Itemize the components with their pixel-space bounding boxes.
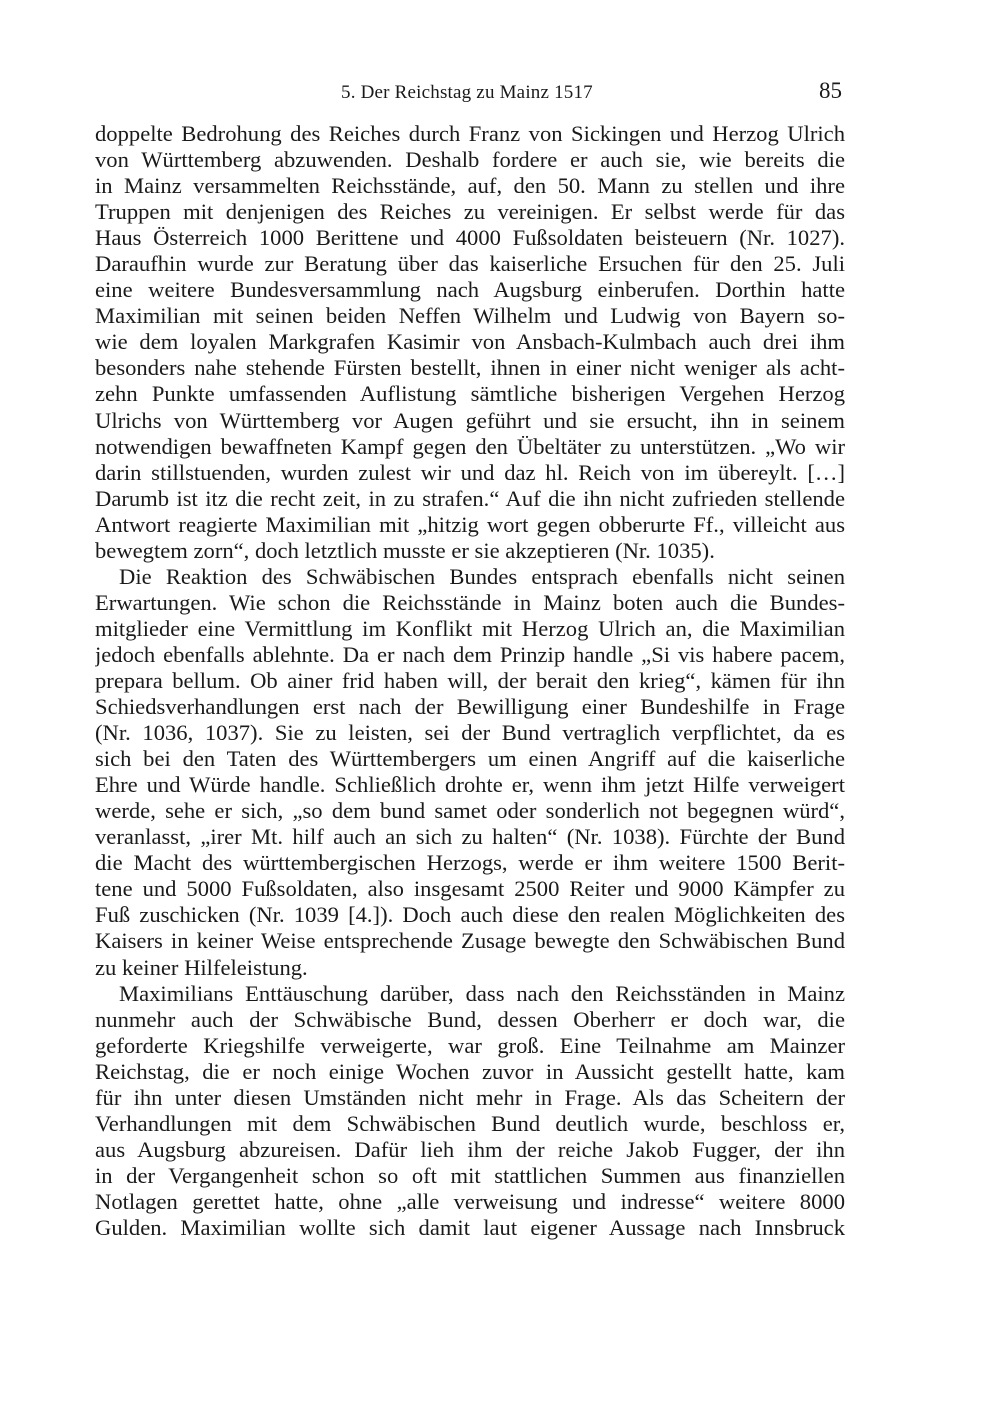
text-line: die Macht des württembergischen Herzogs, werde er ihm weitere 1500 Berit-: [95, 850, 845, 876]
text-line: bewegtem zorn“, doch letztlich musste er sie akzeptieren (Nr. 1035).: [95, 537, 715, 563]
text-line: Fuß zuschicken (Nr. 1039 [4.]). Doch auch diese den realen Möglichkeiten des: [95, 902, 845, 928]
text-line: tene und 5000 Fußsoldaten, also insgesamt 2500 Reiter und 9000 Kämpfer zu: [95, 876, 845, 902]
text-line: Ehre und Würde handle. Schließlich drohte er, wenn ihm jetzt Hilfe verweigert: [95, 772, 845, 798]
text-line: veranlasst, „irer Mt. hilf auch an sich zu halten“ (Nr. 1038). Fürchte der Bund: [95, 824, 845, 850]
text-line: Reichstag, die er noch einige Wochen zuvor in Aussicht gestellt hatte, kam: [95, 1058, 845, 1084]
text-line: Darumb ist itz die recht zeit, in zu strafen.“ Auf die ihn nicht zufrieden stellende: [95, 485, 845, 511]
text-line: Truppen mit denjenigen des Reiches zu vereinigen. Er selbst werde für das: [95, 199, 845, 225]
text-line: darin stillstuenden, wurden zulest wir und daz hl. Reich von im übereylt. […]: [95, 459, 845, 485]
chapter-title: 5. Der Reichstag zu Mainz 1517: [341, 82, 593, 103]
page-number: 85: [819, 78, 842, 103]
text-line: zehn Punkte umfassenden Auflistung sämtliche bisherigen Vergehen Herzog: [95, 381, 845, 407]
text-line: eine weitere Bundesversammlung nach Augsburg einberufen. Dorthin hatte: [95, 277, 845, 303]
text-line: prepara bellum. Ob ainer frid haben will, der berait den krieg“, kämen für ihn: [95, 667, 845, 693]
text-line: notwendigen bewaffneten Kampf gegen den Übeltäter zu unterstützen. „Wo wir: [95, 433, 845, 459]
paragraph-start-line: Die Reaktion des Schwäbischen Bundes entsprach ebenfalls nicht seinen: [119, 563, 845, 589]
text-line: Haus Österreich 1000 Berittene und 4000 Fußsoldaten beisteuern (Nr. 1027).: [95, 225, 845, 251]
body-text: [95, 121, 845, 1267]
text-line: für ihn unter diesen Umständen nicht mehr in Frage. Als das Scheitern der: [95, 1084, 845, 1110]
running-header: [0, 78, 1004, 108]
text-line: [95, 1241, 845, 1267]
text-line: (Nr. 1036, 1037). Sie zu leisten, sei der Bund vertraglich verpflichtet, da es: [95, 720, 845, 746]
text-line: Notlagen gerettet hatte, ohne „alle verweisung und indresse“ weitere 8000: [95, 1188, 845, 1214]
text-line: werde, sehe er sich, „so dem bund samet oder sonderlich not begegnen würd“,: [95, 798, 845, 824]
text-line: zu keiner Hilfeleistung.: [95, 954, 308, 980]
text-line: Antwort reagierte Maximilian mit „hitzig wort gegen obberurte Ff., villeicht aus: [95, 511, 845, 537]
paragraph-start-line: Maximilians Enttäuschung darüber, dass nach den Reichsständen in Mainz: [119, 980, 845, 1006]
text-line: besonders nahe stehende Fürsten bestellt, ihnen in einer nicht weniger als acht-: [95, 355, 845, 381]
text-line: Ulrichs von Württemberg vor Augen geführt und sie ersucht, ihn in seinem: [95, 407, 845, 433]
text-line: sich bei den Taten des Württembergers um einen Angriff auf die kaiserliche: [95, 746, 845, 772]
text-line: Erwartungen. Wie schon die Reichsstände in Mainz boten auch die Bundes-: [95, 589, 845, 615]
text-line: doppelte Bedrohung des Reiches durch Franz von Sickingen und Herzog Ulrich: [95, 121, 845, 146]
text-line: Gulden. Maximilian wollte sich damit laut eigener Aussage nach Innsbruck: [95, 1214, 845, 1240]
text-line: Schiedsverhandlungen erst nach der Bewilligung einer Bundeshilfe in Frage: [95, 694, 845, 720]
text-line: geforderte Kriegshilfe verweigerte, war groß. Eine Teilnahme am Mainzer: [95, 1032, 845, 1058]
text-line: Daraufhin wurde zur Beratung über das kaiserliche Ersuchen für den 25. Juli: [95, 251, 845, 277]
text-line: Kaisers in keiner Weise entsprechende Zusage bewegte den Schwäbischen Bund: [95, 928, 845, 954]
text-line: in Mainz versammelten Reichsstände, auf, den 50. Mann zu stellen und ihre: [95, 173, 845, 199]
text-line: wie dem loyalen Markgrafen Kasimir von Ansbach-Kulmbach auch drei ihm: [95, 329, 845, 355]
text-line: in der Vergangenheit schon so oft mit stattlichen Summen aus finanziellen: [95, 1162, 845, 1188]
text-line: Verhandlungen mit dem Schwäbischen Bund deutlich wurde, beschloss er,: [95, 1110, 845, 1136]
text-line: jedoch ebenfalls ablehnte. Da er nach dem Prinzip handle „Si vis habere pacem,: [95, 641, 845, 667]
text-line: von Württemberg abzuwenden. Deshalb fordere er auch sie, wie bereits die: [95, 147, 845, 173]
text-line: Maximilian mit seinen beiden Neffen Wilhelm und Ludwig von Bayern so-: [95, 303, 845, 329]
text-line: mitglieder eine Vermittlung im Konflikt mit Herzog Ulrich an, die Maximilian: [95, 615, 845, 641]
text-line: aus Augsburg abzureisen. Dafür lieh ihm der reiche Jakob Fugger, der ihn: [95, 1136, 845, 1162]
text-line: nunmehr auch der Schwäbische Bund, dessen Oberherr er doch war, die: [95, 1006, 845, 1032]
